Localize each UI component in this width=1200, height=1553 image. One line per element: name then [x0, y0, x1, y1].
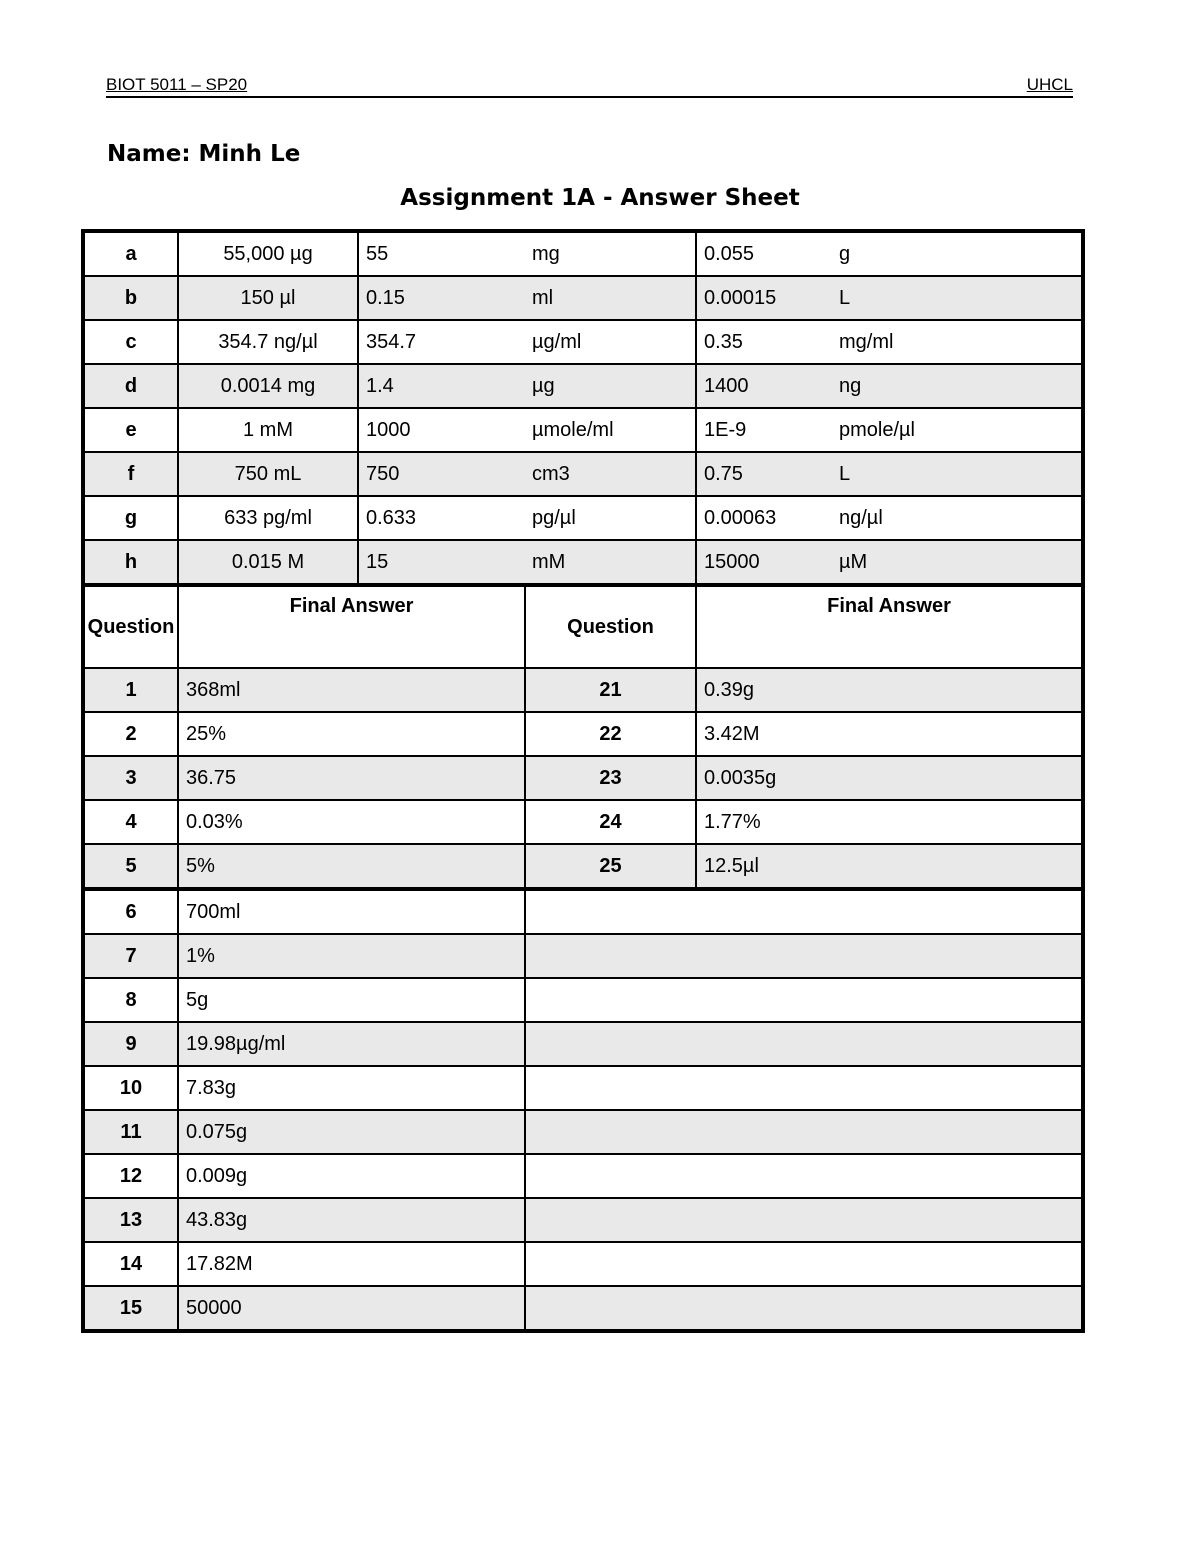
final-answer: 36.75 [178, 756, 525, 800]
answer-row-13 [83, 1198, 1083, 1242]
empty-cell [525, 1286, 1083, 1331]
converted-value-2: 0.00063 [696, 496, 832, 540]
row-label: g [83, 496, 178, 540]
final-answer: 0.03% [178, 800, 525, 844]
final-answer: 0.075g [178, 1110, 525, 1154]
answer-row-9 [83, 1022, 1083, 1066]
converted-value-2: 0.055 [696, 231, 832, 276]
given-value: 750 mL [178, 452, 358, 496]
converted-value-1: 1.4 [358, 364, 525, 408]
converted-unit-2: L [832, 276, 1083, 320]
final-answer: 1.77% [696, 800, 1083, 844]
converted-value-2: 1E-9 [696, 408, 832, 452]
question-header-right: Question [525, 585, 696, 668]
given-value: 55,000 µg [178, 231, 358, 276]
final-answer-header-left: Final Answer [178, 585, 525, 668]
converted-value-1: 15 [358, 540, 525, 585]
row-label: a [83, 231, 178, 276]
converted-value-1: 354.7 [358, 320, 525, 364]
empty-cell [525, 1242, 1083, 1286]
empty-cell [525, 1110, 1083, 1154]
converted-value-2: 0.35 [696, 320, 832, 364]
converted-value-2: 15000 [696, 540, 832, 585]
converted-unit-2: L [832, 452, 1083, 496]
converted-unit-2: ng/µl [832, 496, 1083, 540]
question-number: 13 [83, 1198, 178, 1242]
conversion-row-f [83, 452, 1083, 496]
final-answer: 0.009g [178, 1154, 525, 1198]
row-label: e [83, 408, 178, 452]
final-answer: 700ml [178, 889, 525, 934]
converted-value-1: 0.15 [358, 276, 525, 320]
converted-value-1: 55 [358, 231, 525, 276]
final-answer: 368ml [178, 668, 525, 712]
conversion-row-h [83, 540, 1083, 585]
question-number: 22 [525, 712, 696, 756]
given-value: 1 mM [178, 408, 358, 452]
question-number: 6 [83, 889, 178, 934]
question-number: 10 [83, 1066, 178, 1110]
final-answer: 5% [178, 844, 525, 889]
converted-unit-2: mg/ml [832, 320, 1083, 364]
empty-cell [525, 889, 1083, 934]
converted-value-1: 1000 [358, 408, 525, 452]
converted-unit-1: mg [525, 231, 696, 276]
conversion-row-a [83, 231, 1083, 276]
converted-unit-1: µmole/ml [525, 408, 696, 452]
question-number: 2 [83, 712, 178, 756]
empty-cell [525, 1022, 1083, 1066]
question-number: 24 [525, 800, 696, 844]
conversion-row-g [83, 496, 1083, 540]
answer-row-3 [83, 756, 1083, 800]
answer-row-6 [83, 889, 1083, 934]
empty-cell [525, 978, 1083, 1022]
given-value: 633 pg/ml [178, 496, 358, 540]
converted-unit-2: pmole/µl [832, 408, 1083, 452]
final-answer: 17.82M [178, 1242, 525, 1286]
final-answer: 0.0035g [696, 756, 1083, 800]
final-answer: 0.39g [696, 668, 1083, 712]
question-number: 7 [83, 934, 178, 978]
converted-unit-1: cm3 [525, 452, 696, 496]
conversion-row-e [83, 408, 1083, 452]
answer-sheet-table [81, 229, 1085, 1333]
converted-unit-1: µg [525, 364, 696, 408]
conversion-row-d [83, 364, 1083, 408]
row-label: b [83, 276, 178, 320]
converted-unit-2: ng [832, 364, 1083, 408]
course-code: BIOT 5011 – SP20 [106, 75, 248, 94]
converted-value-2: 0.75 [696, 452, 832, 496]
page-header [106, 74, 1073, 98]
answer-row-2 [83, 712, 1083, 756]
school-name: UHCL [1026, 75, 1073, 94]
question-number: 11 [83, 1110, 178, 1154]
answer-row-4 [83, 800, 1083, 844]
answer-row-10 [83, 1066, 1083, 1110]
final-answer: 7.83g [178, 1066, 525, 1110]
page-title: Assignment 1A - Answer Sheet [400, 185, 800, 211]
question-number: 23 [525, 756, 696, 800]
final-answer: 5g [178, 978, 525, 1022]
answer-row-15 [83, 1286, 1083, 1331]
answer-row-7 [83, 934, 1083, 978]
empty-cell [525, 1066, 1083, 1110]
answer-row-12 [83, 1154, 1083, 1198]
conversion-row-b [83, 276, 1083, 320]
answer-row-8 [83, 978, 1083, 1022]
question-number: 3 [83, 756, 178, 800]
converted-unit-1: mM [525, 540, 696, 585]
row-label: d [83, 364, 178, 408]
given-value: 0.015 M [178, 540, 358, 585]
converted-value-1: 0.633 [358, 496, 525, 540]
answer-row-1 [83, 668, 1083, 712]
row-label: f [83, 452, 178, 496]
converted-unit-1: µg/ml [525, 320, 696, 364]
converted-unit-2: µM [832, 540, 1083, 585]
question-number: 14 [83, 1242, 178, 1286]
final-answer: 43.83g [178, 1198, 525, 1242]
final-answer: 25% [178, 712, 525, 756]
question-header-left: Question [83, 585, 178, 668]
empty-cell [525, 934, 1083, 978]
question-number: 21 [525, 668, 696, 712]
answer-row-11 [83, 1110, 1083, 1154]
converted-unit-1: pg/µl [525, 496, 696, 540]
question-number: 12 [83, 1154, 178, 1198]
question-number: 25 [525, 844, 696, 889]
given-value: 354.7 ng/µl [178, 320, 358, 364]
converted-unit-2: g [832, 231, 1083, 276]
final-answer: 3.42M [696, 712, 1083, 756]
question-number: 4 [83, 800, 178, 844]
converted-value-1: 750 [358, 452, 525, 496]
final-answer: 1% [178, 934, 525, 978]
question-number: 1 [83, 668, 178, 712]
answer-row-14 [83, 1242, 1083, 1286]
final-answer-header-right: Final Answer [696, 585, 1083, 668]
given-value: 150 µl [178, 276, 358, 320]
answers-header-row [83, 585, 1083, 668]
student-name: Name: Minh Le [107, 141, 301, 167]
given-value: 0.0014 mg [178, 364, 358, 408]
question-number: 8 [83, 978, 178, 1022]
final-answer: 12.5µl [696, 844, 1083, 889]
empty-cell [525, 1154, 1083, 1198]
converted-value-2: 0.00015 [696, 276, 832, 320]
final-answer: 50000 [178, 1286, 525, 1331]
converted-value-2: 1400 [696, 364, 832, 408]
question-number: 9 [83, 1022, 178, 1066]
empty-cell [525, 1198, 1083, 1242]
row-label: c [83, 320, 178, 364]
conversion-row-c [83, 320, 1083, 364]
final-answer: 19.98µg/ml [178, 1022, 525, 1066]
question-number: 15 [83, 1286, 178, 1331]
converted-unit-1: ml [525, 276, 696, 320]
answer-row-5 [83, 844, 1083, 889]
question-number: 5 [83, 844, 178, 889]
row-label: h [83, 540, 178, 585]
